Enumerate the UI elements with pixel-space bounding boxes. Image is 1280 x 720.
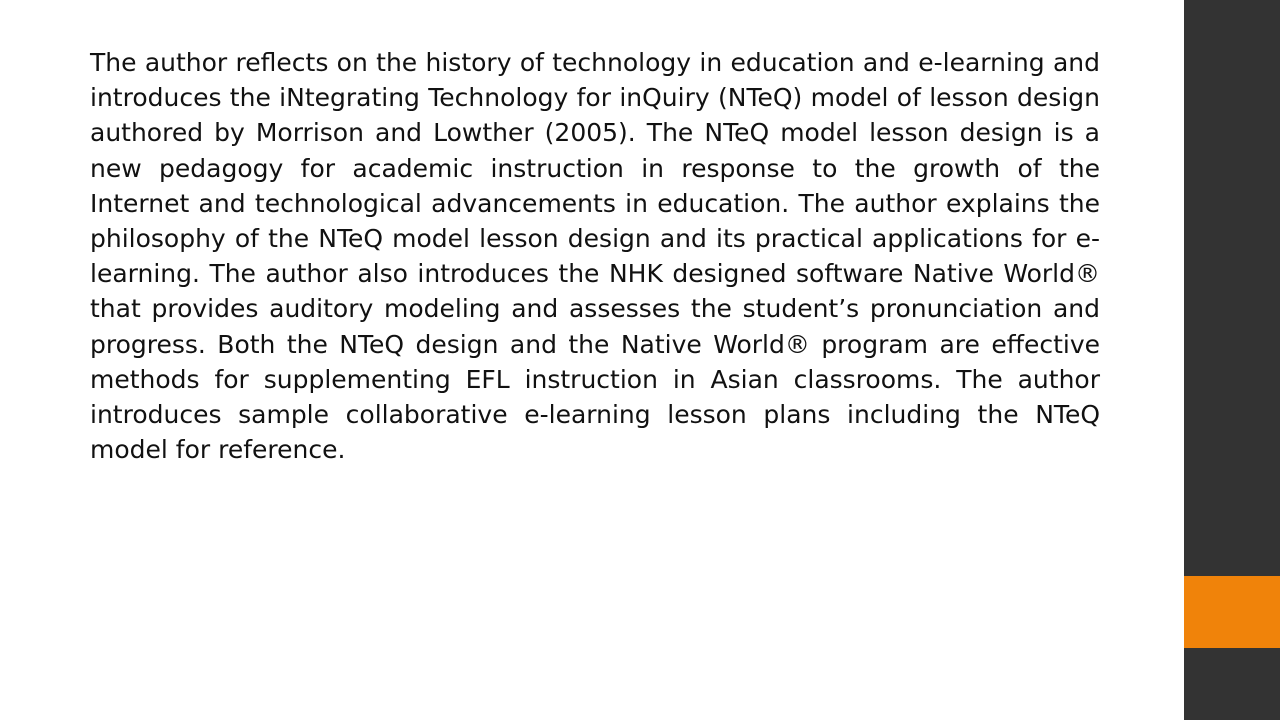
- slide-body-text: The author reflects on the history of technology in education and e-learning and introduces the iNtegrating Technology for inQuiry (NTeQ) model of lesson design authored by Morrison and Lowther (2005). The NTeQ model lesson design is a new pedagogy for academic instruction in response to the growth of the Internet and technological advancements in education. The author explains the philosophy of the NTeQ model lesson design and its practical applications for e-learning. The author also introduces the NHK designed software Native World® that provides auditory modeling and assesses the student’s pronunciation and progress. Both the NTeQ design and the Native World® program are effective methods for supplementing EFL instruction in Asian classrooms. The author introduces sample collaborative e-learning lesson plans including the NTeQ model for reference.: [90, 48, 1100, 465]
- sidebar-decoration: [1184, 0, 1280, 720]
- accent-block: [1184, 576, 1280, 648]
